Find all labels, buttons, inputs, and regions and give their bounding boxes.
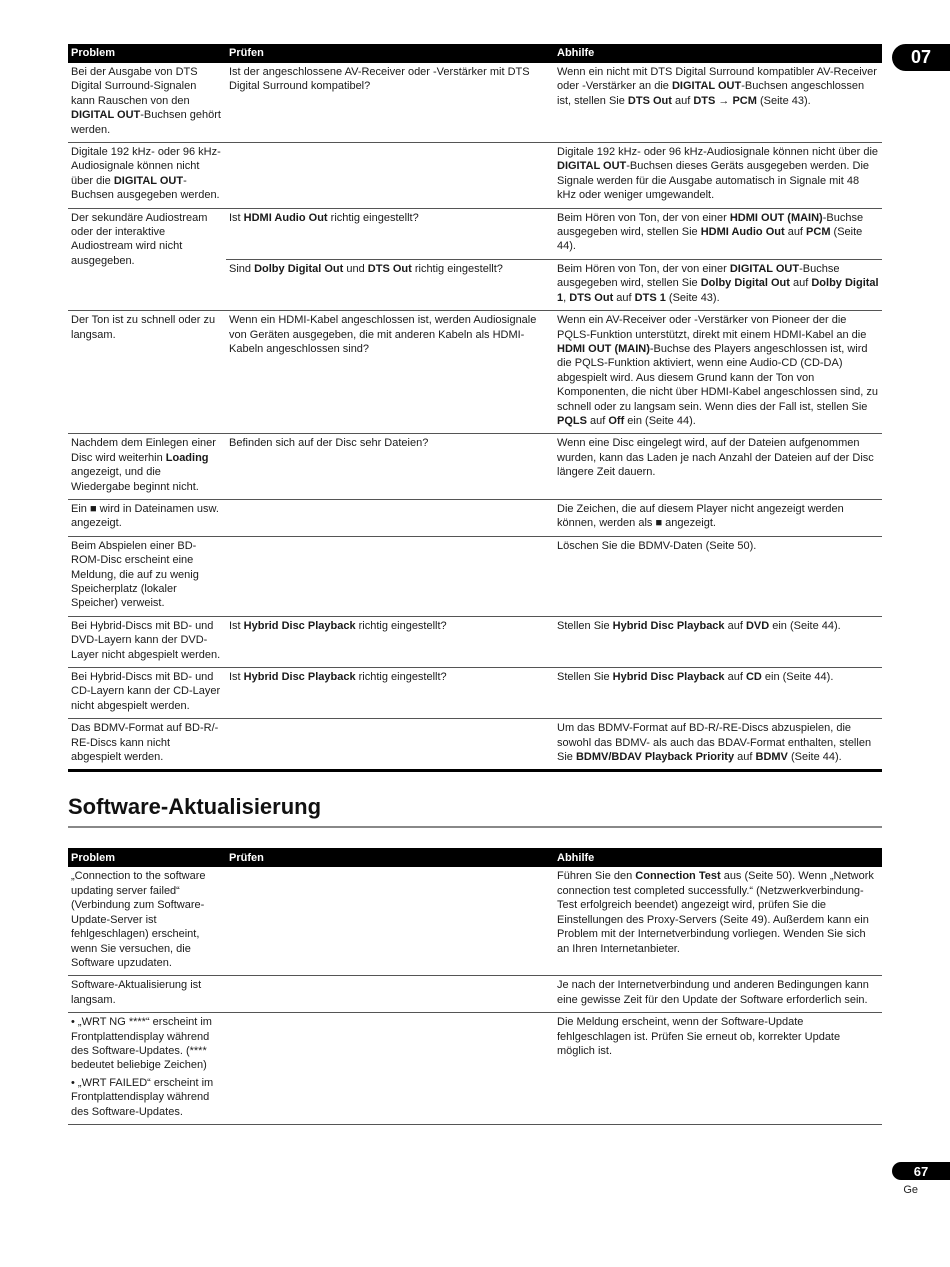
problem-cell: Digitale 192 kHz- oder 96 kHz-Audiosignale können nicht über die DIGITAL OUT-Buchsen ausgegeben werden. [68, 143, 226, 209]
header-problem: Problem [68, 44, 226, 63]
remedy-cell: Die Meldung erscheint, wenn der Software-Update fehlgeschlagen ist. Prüfen Sie erneut ob, korrekter Update möglich ist. [554, 1013, 882, 1125]
table-row [68, 719, 882, 771]
header-problem: Problem [68, 848, 226, 867]
bullet-item: • „WRT FAILED“ erscheint im Frontplattendisplay während des Software-Updates. [71, 1076, 214, 1118]
problem-cell: „Connection to the software updating server failed“ (Verbindung zum Software-Update-Server ist fehlgeschlagen) erscheint, wenn Sie versuchen, die Software upzudaten. [68, 867, 226, 975]
table-row [68, 208, 882, 259]
table-row [68, 976, 882, 1013]
check-cell [226, 536, 554, 616]
check-cell: Wenn ein HDMI-Kabel angeschlossen ist, werden Audiosignale von Geräten ausgegeben, die mit anderen Kabeln als HDMI-Kabeln angeschlossen sind? [226, 311, 554, 434]
check-cell: Sind Dolby Digital Out und DTS Out richtig eingestellt? [226, 259, 554, 310]
check-cell [226, 867, 554, 975]
chapter-number: 07 [910, 47, 932, 67]
header-check: Prüfen [226, 848, 554, 867]
table-row [68, 499, 882, 536]
check-cell: Ist Hybrid Disc Playback richtig eingestellt? [226, 616, 554, 667]
header-check: Prüfen [226, 44, 554, 63]
remedy-cell: Stellen Sie Hybrid Disc Playback auf DVD ein (Seite 44). [554, 616, 882, 667]
page-number-badge [892, 1162, 950, 1180]
table-row [68, 616, 882, 667]
square-icon: ■ [655, 517, 663, 530]
table-header-row [68, 44, 882, 63]
problem-cell: Der Ton ist zu schnell oder zu langsam. [68, 311, 226, 434]
table-row [68, 311, 882, 434]
problem-cell: Software-Aktualisierung ist langsam. [68, 976, 226, 1013]
remedy-cell: Führen Sie den Connection Test aus (Seite 50). Wenn „Network connection test completed successfully.“ (Netzwerkverbindung-Test erfolgreich beendet) angezeigt wird, prüfen Sie die Einstellungen des Proxy-Servers (Seite 49). Außerdem kann ein Problem mit der Internetverbindung vorliegen. Wenden Sie sich an Ihren Internetanbieter. [554, 867, 882, 975]
software-update-table [68, 848, 882, 1125]
problem-cell: Bei der Ausgabe von DTS Digital Surround-Signalen kann Rauschen von den DIGITAL OUT-Buchsen gehört werden. [68, 63, 226, 143]
problem-cell: Ein ■ wird in Dateinamen usw. angezeigt. [68, 499, 226, 536]
problem-cell: Bei Hybrid-Discs mit BD- und DVD-Layern kann der DVD-Layer nicht abgespielt werden. [68, 616, 226, 667]
table-header-row [68, 848, 882, 867]
table-row [68, 434, 882, 500]
check-cell: Ist Hybrid Disc Playback richtig eingestellt? [226, 668, 554, 719]
remedy-cell: Wenn ein nicht mit DTS Digital Surround kompatibler AV-Receiver oder -Verstärker an die DIGITAL OUT-Buchsen angeschlossen ist, stellen Sie DTS Out auf DTS → PCM (Seite 43). [554, 63, 882, 143]
header-remedy: Abhilfe [554, 44, 882, 63]
remedy-cell: Um das BDMV-Format auf BD-R/-RE-Discs abzuspielen, die sowohl das BDMV- als auch das BDAV-Format enthalten, stellen Sie BDMV/BDAV Playback Priority auf BDMV (Seite 44). [557, 722, 872, 764]
check-cell [226, 976, 554, 1013]
table-row [68, 668, 882, 719]
remedy-cell: Digitale 192 kHz- oder 96 kHz-Audiosignale können nicht über die DIGITAL OUT-Buchsen dieses Geräts ausgegeben werden. Die Signale werden für die Ausgabe automatisch in Signale mit 48 kHz oder weniger umgewandelt. [554, 143, 882, 209]
check-cell: Ist HDMI Audio Out richtig eingestellt? [226, 208, 554, 259]
chapter-badge [892, 44, 950, 71]
problem-cell: Das BDMV-Format auf BD-R/-RE-Discs kann nicht abgespielt werden. [71, 722, 219, 764]
remedy-cell: Die Zeichen, die auf diesem Player nicht angezeigt werden können, werden als ■ angezeigt. [554, 499, 882, 536]
table-row [68, 1013, 882, 1125]
square-icon: ■ [89, 502, 97, 515]
remedy-cell: Wenn ein AV-Receiver oder -Verstärker von Pioneer der die PQLS-Funktion unterstützt, direkt mit einem HDMI-Kabel an die HDMI OUT (MAIN)-Buchse des Players angeschlossen ist, wird die PQLS-Funktion aktiviert, wenn eine Audio-CD (CD-DA) abgespielt wird. Aus diesem Grund kann der Ton von Komponenten, die nicht über HDMI-Kabel angeschlossen sind, zu schnell oder zu langsam sein. Wenn dies der Fall ist, stellen Sie PQLS auf Off ein (Seite 44). [554, 311, 882, 434]
remedy-cell: Je nach der Internetverbindung und anderen Bedingungen kann eine gewisse Zeit für den Update der Software erforderlich sein. [554, 976, 882, 1013]
problem-cell: Der sekundäre Audiostream oder der interaktive Audiostream wird nicht ausgegeben. [68, 208, 226, 310]
language-code: Ge [903, 1184, 918, 1196]
check-cell [226, 719, 554, 771]
section-title: Software-Aktualisierung [68, 794, 882, 828]
page-number: 67 [913, 1163, 929, 1179]
page-content [68, 44, 882, 1125]
check-cell [226, 1013, 554, 1125]
check-cell [226, 499, 554, 536]
table-row [68, 536, 882, 616]
header-remedy: Abhilfe [554, 848, 882, 867]
table-row [68, 63, 882, 143]
remedy-cell: Stellen Sie Hybrid Disc Playback auf CD ein (Seite 44). [554, 668, 882, 719]
problem-cell: Beim Abspielen einer BD-ROM-Disc erscheint eine Meldung, die auf zu wenig Speicherplatz (lokaler Speicher) verweist. [68, 536, 226, 616]
troubleshooting-table [68, 44, 882, 772]
check-cell [226, 143, 554, 209]
remedy-cell: Beim Hören von Ton, der von einer HDMI OUT (MAIN)-Buchse ausgegeben wird, stellen Sie HDMI Audio Out auf PCM (Seite 44). [554, 208, 882, 259]
remedy-cell: Wenn eine Disc eingelegt wird, auf der Dateien aufgenommen wurden, kann das Laden je nach Anzahl der Dateien auf der Disc längere Zeit dauern. [554, 434, 882, 500]
bullet-item: • „WRT NG ****“ erscheint im Frontplattendisplay während des Software-Updates. (**** bedeutet beliebige Zeichen) [71, 1016, 212, 1072]
table-row [68, 867, 882, 975]
remedy-cell: Löschen Sie die BDMV-Daten (Seite 50). [554, 536, 882, 616]
check-cell: Ist der angeschlossene AV-Receiver oder -Verstärker mit DTS Digital Surround kompatibel? [226, 63, 554, 143]
problem-cell: Nachdem dem Einlegen einer Disc wird weiterhin Loading angezeigt, und die Wiedergabe beginnt nicht. [68, 434, 226, 500]
problem-cell [68, 1013, 226, 1125]
remedy-cell: Beim Hören von Ton, der von einer DIGITAL OUT-Buchse ausgegeben wird, stellen Sie Dolby Digital Out auf Dolby Digital 1, DTS Out auf DTS 1 (Seite 43). [554, 259, 882, 310]
table-row [68, 143, 882, 209]
problem-cell: Bei Hybrid-Discs mit BD- und CD-Layern kann der CD-Layer nicht abgespielt werden. [68, 668, 226, 719]
check-cell: Befinden sich auf der Disc sehr Dateien? [226, 434, 554, 500]
